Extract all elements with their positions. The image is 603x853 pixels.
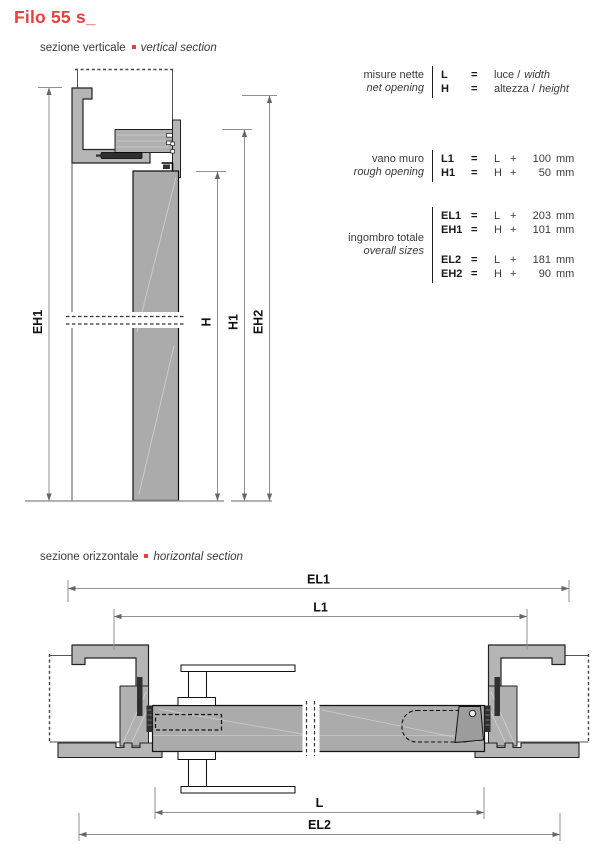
red-square-bullet	[144, 554, 148, 558]
vertical-section-label-it: sezione verticale	[40, 42, 126, 54]
vertical-section-drawing	[25, 69, 277, 501]
vertical-section-label-en: vertical section	[140, 42, 217, 54]
legend-row: EL1 = L + 203 mm	[441, 210, 575, 222]
legend-row: EH2 = H + 90 mm	[441, 268, 575, 280]
header-block	[115, 130, 173, 153]
break-line-horizontal	[303, 699, 320, 758]
legend-group-net-opening	[338, 66, 569, 98]
counter-profile-right	[475, 743, 579, 758]
edge-gasket-right	[485, 706, 491, 733]
edge-gasket-left	[147, 706, 153, 733]
horizontal-section-drawing	[50, 573, 589, 842]
brush-seal-left	[137, 677, 143, 716]
legend-label-rough-opening: vano muro rough opening	[353, 152, 424, 178]
horizontal-section-label	[40, 551, 243, 563]
red-square-bullet	[132, 45, 136, 49]
legend	[338, 66, 602, 296]
jamb-block-left	[120, 686, 149, 746]
legend-group-overall-sizes	[338, 207, 574, 283]
jamb-block-right	[489, 686, 518, 746]
legend-row: EH1 = H + 101 mm	[441, 224, 575, 236]
legend-group-rough-opening	[338, 150, 574, 182]
legend-rows-rough	[432, 150, 574, 182]
legend-rowset-1	[441, 209, 574, 237]
hinge-pivot	[469, 710, 475, 716]
dim-label-l: L	[315, 796, 324, 810]
legend-rowset-2	[441, 253, 574, 281]
counter-profile-left	[58, 743, 162, 758]
page-title: Filo 55 s_	[14, 7, 96, 27]
legend-rows-net	[432, 66, 569, 98]
brush-seal-right	[495, 677, 501, 716]
legend-row: H1 = H + 50 mm	[441, 167, 575, 179]
legend-row: EL2 = L + 181 mm	[441, 254, 575, 266]
dim-label-eh1: EH1	[31, 309, 45, 335]
dim-label-el2: EL2	[308, 818, 331, 832]
dim-label-eh2: EH2	[251, 309, 266, 335]
legend-rows-overall	[432, 207, 574, 283]
dim-label-h: H	[199, 317, 214, 327]
break-line-vertical	[63, 312, 185, 328]
dim-label-h1: H1	[226, 314, 241, 330]
legend-label-overall-sizes: ingombro totale overall sizes	[348, 231, 424, 257]
door-panel-vertical	[133, 171, 179, 501]
dim-label-el1: EL1	[307, 572, 330, 587]
legend-row: L = luce / width	[441, 69, 550, 81]
legend-row: L1 = L + 100 mm	[441, 153, 575, 165]
dim-label-l1: L1	[313, 600, 328, 615]
horizontal-section-label-it: sezione orizzontale	[40, 551, 139, 563]
vertical-section-label	[40, 42, 217, 54]
horizontal-section-label-en: horizontal section	[153, 551, 243, 563]
legend-row: H = altezza / height	[441, 83, 569, 95]
legend-label-net-opening: misure nette net opening	[363, 68, 424, 94]
